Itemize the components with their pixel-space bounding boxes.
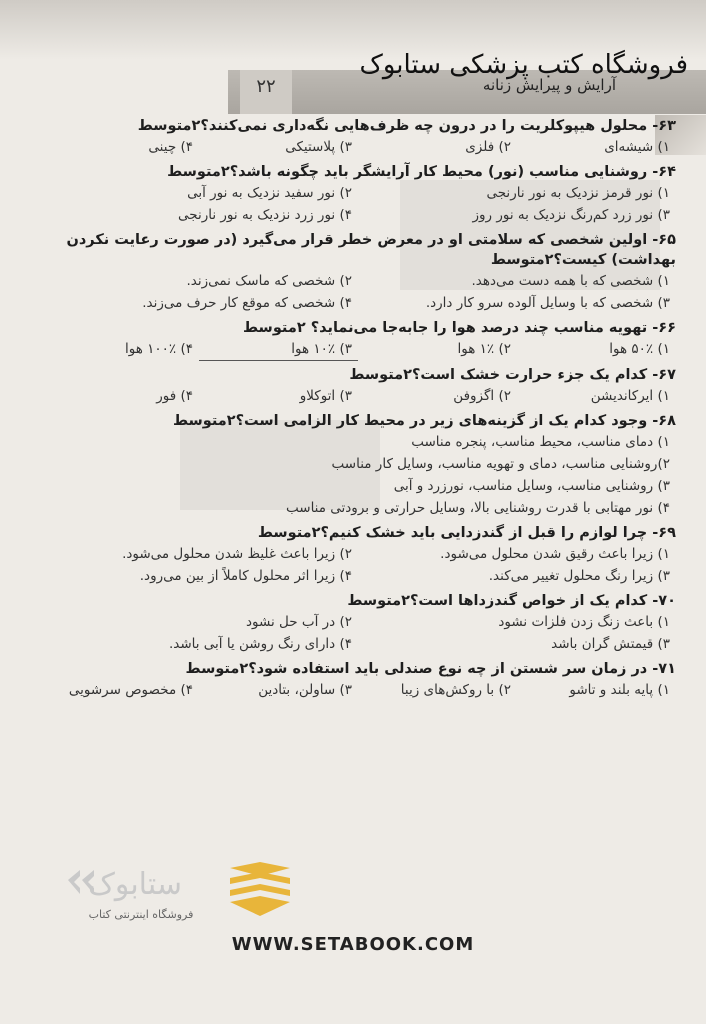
option: ۳) زیرا رنگ محلول تغییر می‌کند.	[488, 568, 670, 584]
question-63	[40, 116, 676, 158]
question-69	[40, 523, 676, 587]
question-text: ۷۰- کدام یک از خواص گندزداها است؟۲متوسط	[347, 593, 676, 609]
option: ۱) دمای مناسب، محیط مناسب، پنجره مناسب	[411, 434, 670, 450]
options	[40, 182, 676, 226]
option: ۱) شیشه‌ای	[604, 139, 670, 155]
options	[40, 431, 676, 519]
option: ۳) شخصی که با وسایل آلوده سرو کار دارد.	[425, 295, 670, 311]
website-url: WWW.SETABOOK.COM	[231, 934, 475, 955]
options	[40, 136, 676, 158]
question-65	[40, 230, 676, 314]
options	[40, 385, 676, 407]
store-title: فروشگاه کتب پزشکی ستابوک	[359, 50, 688, 80]
option: ۴) ۱۰۰٪ هوا	[125, 341, 193, 357]
logo-arrows-icon	[68, 870, 80, 894]
option: ۱) ایرکاندیشن	[590, 388, 670, 404]
questions-list	[40, 112, 676, 701]
option: ۲) اگزوفن	[453, 388, 511, 404]
option: ۲) زیرا باعث غلیظ شدن محلول می‌شود.	[122, 546, 352, 562]
question-text: ۶۴- روشنایی مناسب (نور) محیط کار آرایشگر باید چگونه باشد؟۲متوسط	[167, 164, 676, 180]
option: ۳) پلاستیکی	[285, 139, 352, 155]
option: ۱) باعث زنگ زدن فلزات نشود	[498, 614, 670, 630]
option: ۳) ساولن، بتادین	[258, 682, 352, 698]
option: ۴) نور مهتابی با قدرت روشنایی بالا، وسایل حرارتی و برودتی مناسب	[286, 500, 670, 516]
option: ۳) روشنایی مناسب، وسایل مناسب، نورزرد و آبی	[393, 478, 670, 494]
question-text: ۶۵- اولین شخصی که سلامتی او در معرض خطر قرار می‌گیرد (در صورت رعایت نکردن بهداشت) کیست؟۲متوسط	[66, 232, 676, 268]
option: ۳) ۱۰٪ هوا	[199, 338, 358, 361]
question-text: ۷۱- در زمان سر شستن از چه نوع صندلی باید استفاده شود؟۲متوسط	[185, 661, 676, 677]
option: ۲) ۱٪ هوا	[457, 341, 511, 357]
option: ۴) فور	[156, 388, 193, 404]
question-text: ۶۶- تهویه مناسب چند درصد هوا را جابه‌جا می‌نماید؟ ۲متوسط	[243, 320, 676, 336]
option: ۴) شخصی که موقع کار حرف می‌زند.	[142, 295, 352, 311]
chapter-title: آرایش و پیرایش زنانه	[482, 76, 616, 94]
question-text: ۶۹- چرا لوازم را قبل از گندزدایی باید خشک کنیم؟۲متوسط	[257, 525, 676, 541]
option: ۲) در آب حل نشود	[245, 614, 352, 630]
question-67	[40, 365, 676, 407]
options	[40, 679, 676, 701]
option: ۱) ۵۰٪ هوا	[609, 341, 670, 357]
question-text: ۶۳- محلول هیپوکلریت را در درون چه ظرف‌هایی نگه‌داری نمی‌کنند؟۲متوسط	[137, 118, 676, 134]
logo-book-icon	[230, 862, 290, 916]
question-70	[40, 591, 676, 655]
options	[40, 270, 676, 314]
question-64	[40, 162, 676, 226]
option: ۲) با روکش‌های زیبا	[400, 682, 511, 698]
logo-subtitle: فروشگاه اینترنتی کتاب	[88, 908, 194, 921]
option: ۳) نور زرد کم‌رنگ نزدیک به نور روز	[472, 207, 670, 223]
option: ۱) شخصی که با همه دست می‌دهد.	[471, 273, 670, 289]
option: ۲)روشنایی مناسب، دمای و تهویه مناسب، وسایل کار مناسب	[331, 456, 670, 472]
option: ۲) شخصی که ماسک نمی‌زند.	[186, 273, 352, 289]
option: ۱) نور قرمز نزدیک به نور نارنجی	[486, 185, 670, 201]
option: ۴) مخصوص سرشویی	[68, 682, 193, 698]
page-number: ۲۲	[256, 76, 276, 97]
question-text: ۶۷- کدام یک جزء حرارت خشک است؟۲متوسط	[349, 367, 676, 383]
options	[40, 611, 676, 655]
options	[40, 543, 676, 587]
option: ۲) نور سفید نزدیک به نور آبی	[187, 185, 352, 201]
question-68	[40, 411, 676, 519]
option: ۴) نور زرد نزدیک به نور نارنجی	[178, 207, 352, 223]
option: ۴) زیرا اثر محلول کاملاً از بین می‌رود.	[139, 568, 352, 584]
option: ۱) زیرا باعث رقیق شدن محلول می‌شود.	[440, 546, 670, 562]
option: ۴) چینی	[148, 139, 193, 155]
option: ۳) قیمتش گران باشد	[551, 636, 670, 652]
option: ۴) دارای رنگ روشن یا آبی باشد.	[168, 636, 352, 652]
question-71	[40, 659, 676, 701]
svg-text:ستابوک: ستابوک	[87, 867, 183, 902]
question-66	[40, 318, 676, 361]
question-text: ۶۸- وجود کدام یک از گزینه‌های زیر در محیط کار الزامی است؟۲متوسط	[172, 413, 676, 429]
option: ۱) پایه بلند و تاشو	[569, 682, 670, 698]
option: ۲) فلزی	[465, 139, 511, 155]
options	[40, 338, 676, 361]
option: ۳) اتوکلاو	[299, 388, 352, 404]
